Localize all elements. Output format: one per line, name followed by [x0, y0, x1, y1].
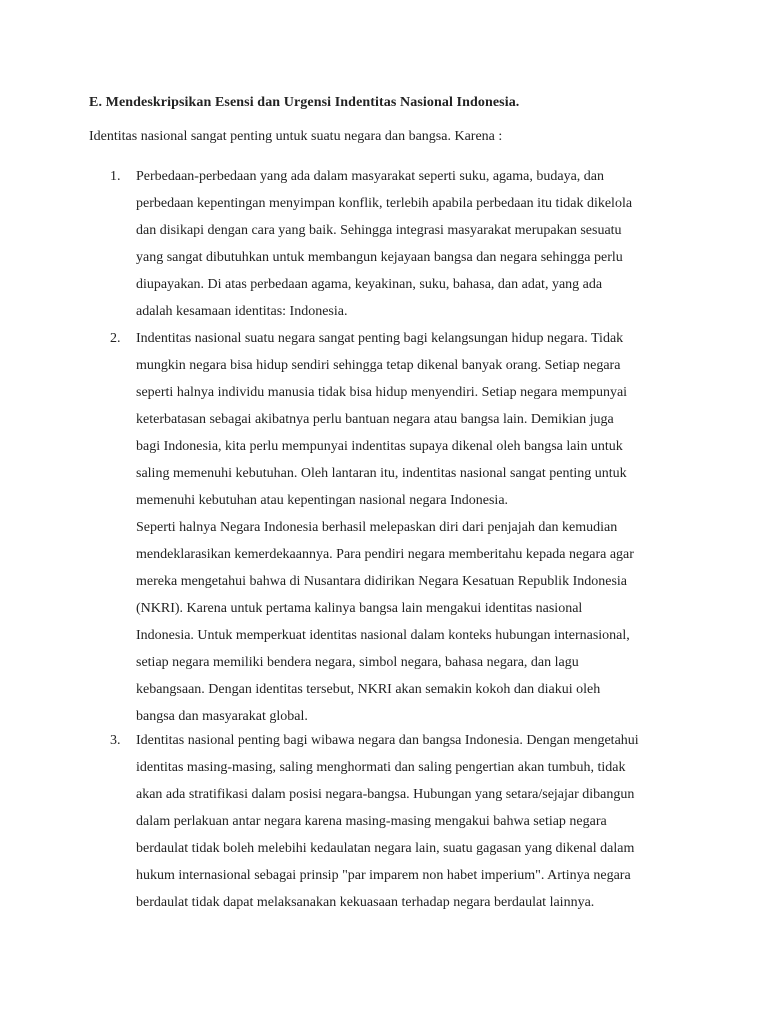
list-item-text-line: seperti halnya individu manusia tidak bisa hidup menyendiri. Setiap negara mempunyai — [136, 385, 628, 400]
list-item-text-line: Indonesia. Untuk memperkuat identitas nasional dalam konteks hubungan internasional, — [136, 628, 630, 643]
list-item-text-line: keterbatasan sebagai akibatnya perlu bantuan negara atau bangsa lain. Demikian juga — [136, 412, 614, 427]
list-item-text-line: dalam perlakuan antar negara karena masing-masing mengakui bahwa setiap negara — [136, 814, 607, 829]
intro-paragraph: Identitas nasional sangat penting untuk suatu negara dan bangsa. Karena : — [89, 129, 503, 144]
list-item-text-line: hukum internasional sebagai prinsip "par imparem non habet imperium". Artinya negara — [136, 868, 631, 883]
list-item-text-line: identitas masing-masing, saling menghormati dan saling pengertian akan tumbuh, tidak — [136, 760, 626, 775]
list-item-text-line: mendeklarasikan kemerdekaannya. Para pendiri negara memberitahu kepada negara agar — [136, 547, 634, 562]
list-item-number: 2. — [110, 331, 121, 346]
list-item-text-line: Perbedaan-perbedaan yang ada dalam masyarakat seperti suku, agama, budaya, dan — [136, 169, 605, 184]
list-item-text-line: bangsa dan masyarakat global. — [136, 709, 308, 724]
list-item-text-line: bagi Indonesia, kita perlu mempunyai indentitas supaya dikenal oleh bangsa lain untuk — [136, 439, 623, 454]
list-item-text-line: berdaulat tidak boleh melebihi kedaulatan negara lain, suatu gagasan yang dikenal dalam — [136, 841, 635, 856]
list-item-text-line: saling memenuhi kebutuhan. Oleh lantaran itu, indentitas nasional sangat penting untuk — [136, 466, 627, 481]
list-item-number: 3. — [110, 733, 121, 748]
list-item-text-line: perbedaan kepentingan menyimpan konflik, terlebih apabila perbedaan itu tidak dikelola — [136, 196, 633, 211]
list-item-text-line: dan disikapi dengan cara yang baik. Sehingga integrasi masyarakat merupakan sesuatu — [136, 223, 622, 238]
list-item-text-line: memenuhi kebutuhan atau kepentingan nasional negara Indonesia. — [136, 493, 509, 508]
list-item-text-line: setiap negara memiliki bendera negara, simbol negara, bahasa negara, dan lagu — [136, 655, 579, 670]
list-item-text-line: Indentitas nasional suatu negara sangat penting bagi kelangsungan hidup negara. Tidak — [136, 331, 624, 346]
list-item-number: 1. — [110, 169, 121, 184]
list-item-text-line: Seperti halnya Negara Indonesia berhasil melepaskan diri dari penjajah dan kemudian — [136, 520, 618, 535]
list-item-text-line: akan ada stratifikasi dalam posisi negara-bangsa. Hubungan yang setara/sejajar dibangun — [136, 787, 635, 802]
list-item-text-line: (NKRI). Karena untuk pertama kalinya bangsa lain mengakui identitas nasional — [136, 601, 583, 616]
list-item-text-line: Identitas nasional penting bagi wibawa negara dan bangsa Indonesia. Dengan mengetahui — [136, 733, 639, 748]
list-item-text-line: yang sangat dibutuhkan untuk membangun kejayaan bangsa dan negara sehingga perlu — [136, 250, 623, 265]
list-item-text-line: mungkin negara bisa hidup sendiri sehingga tetap dikenal banyak orang. Setiap negara — [136, 358, 621, 373]
section-heading: E. Mendeskripsikan Esensi dan Urgensi Indentitas Nasional Indonesia. — [89, 95, 520, 110]
list-item-text-line: berdaulat tidak dapat melaksanakan kekuasaan terhadap negara berdaulat lainnya. — [136, 895, 595, 910]
list-item-text-line: mereka mengetahui bahwa di Nusantara didirikan Negara Kesatuan Republik Indonesia — [136, 574, 627, 589]
list-item-text-line: diupayakan. Di atas perbedaan agama, keyakinan, suku, bahasa, dan adat, yang ada — [136, 277, 603, 292]
list-item-text-line: kebangsaan. Dengan identitas tersebut, NKRI akan semakin kokoh dan diakui oleh — [136, 682, 601, 697]
list-item-text-line: adalah kesamaan identitas: Indonesia. — [136, 304, 348, 319]
